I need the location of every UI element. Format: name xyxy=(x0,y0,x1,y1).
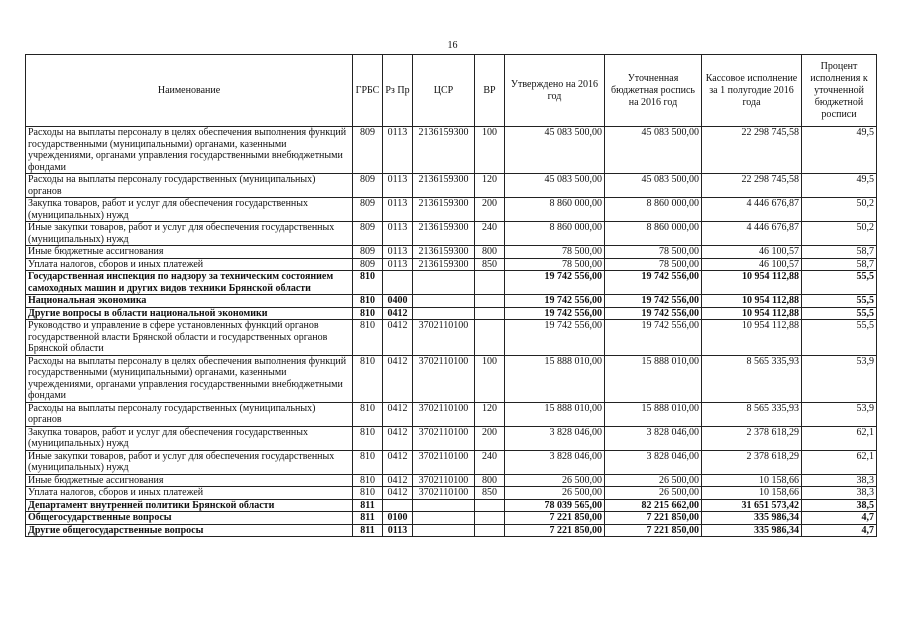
row-csr-cell xyxy=(413,499,475,512)
row-percent-cell: 49,5 xyxy=(802,127,877,174)
row-name-cell: Департамент внутренней политики Брянской области xyxy=(26,499,353,512)
row-name-cell: Уплата налогов, сборов и иных платежей xyxy=(26,487,353,500)
row-name-cell: Другие общегосударственные вопросы xyxy=(26,524,353,537)
row-rz-pr-cell: 0412 xyxy=(383,307,413,320)
row-approved-cell: 3 828 046,00 xyxy=(505,450,605,474)
row-grbs-cell: 810 xyxy=(353,307,383,320)
row-percent-cell: 38,3 xyxy=(802,487,877,500)
row-csr-cell: 2136159300 xyxy=(413,246,475,259)
row-approved-cell: 3 828 046,00 xyxy=(505,426,605,450)
row-percent-cell: 4,7 xyxy=(802,524,877,537)
table-row xyxy=(26,402,877,426)
row-grbs-cell: 810 xyxy=(353,402,383,426)
row-cash-cell: 31 651 573,42 xyxy=(702,499,802,512)
row-cash-cell: 22 298 745,58 xyxy=(702,127,802,174)
row-rz-pr-cell: 0412 xyxy=(383,355,413,402)
row-vr-cell xyxy=(475,320,505,356)
row-name-cell: Уплата налогов, сборов и иных платежей xyxy=(26,258,353,271)
row-cash-cell: 10 954 112,88 xyxy=(702,320,802,356)
row-approved-cell: 19 742 556,00 xyxy=(505,271,605,295)
table-row xyxy=(26,474,877,487)
table-row xyxy=(26,426,877,450)
table-row xyxy=(26,355,877,402)
row-percent-cell: 50,2 xyxy=(802,222,877,246)
row-vr-cell xyxy=(475,512,505,525)
row-vr-cell xyxy=(475,295,505,308)
row-csr-cell xyxy=(413,512,475,525)
row-refined-cell: 19 742 556,00 xyxy=(605,271,702,295)
row-name-cell: Национальная экономика xyxy=(26,295,353,308)
row-rz-pr-cell: 0113 xyxy=(383,198,413,222)
row-refined-cell: 15 888 010,00 xyxy=(605,355,702,402)
row-grbs-cell: 810 xyxy=(353,450,383,474)
row-refined-cell: 45 083 500,00 xyxy=(605,127,702,174)
row-percent-cell: 38,3 xyxy=(802,474,877,487)
row-refined-cell: 3 828 046,00 xyxy=(605,450,702,474)
row-name-cell: Иные бюджетные ассигнования xyxy=(26,474,353,487)
header-row xyxy=(26,55,877,127)
row-cash-cell: 10 158,66 xyxy=(702,487,802,500)
header-rz-pr: Рз Пр xyxy=(383,55,413,127)
row-cash-cell: 335 986,34 xyxy=(702,524,802,537)
row-cash-cell: 335 986,34 xyxy=(702,512,802,525)
row-grbs-cell: 810 xyxy=(353,355,383,402)
row-percent-cell: 53,9 xyxy=(802,355,877,402)
row-rz-pr-cell: 0113 xyxy=(383,246,413,259)
row-cash-cell: 10 954 112,88 xyxy=(702,271,802,295)
row-rz-pr-cell: 0412 xyxy=(383,450,413,474)
row-approved-cell: 19 742 556,00 xyxy=(505,320,605,356)
row-cash-cell: 4 446 676,87 xyxy=(702,222,802,246)
row-name-cell: Иные закупки товаров, работ и услуг для обеспечения государственных (муниципальных) нужд xyxy=(26,450,353,474)
row-name-cell: Руководство и управление в сфере установленных функций органов государственной власти Брянской области и государственных органов Брянской области xyxy=(26,320,353,356)
row-vr-cell xyxy=(475,307,505,320)
header-grbs: ГРБС xyxy=(353,55,383,127)
row-csr-cell: 3702110100 xyxy=(413,426,475,450)
row-rz-pr-cell: 0412 xyxy=(383,487,413,500)
row-rz-pr-cell: 0113 xyxy=(383,222,413,246)
table-row xyxy=(26,222,877,246)
row-percent-cell: 58,7 xyxy=(802,258,877,271)
row-csr-cell: 2136159300 xyxy=(413,198,475,222)
row-grbs-cell: 810 xyxy=(353,474,383,487)
row-vr-cell: 240 xyxy=(475,450,505,474)
row-refined-cell: 19 742 556,00 xyxy=(605,295,702,308)
row-percent-cell: 62,1 xyxy=(802,426,877,450)
row-rz-pr-cell: 0412 xyxy=(383,402,413,426)
row-rz-pr-cell: 0100 xyxy=(383,512,413,525)
row-cash-cell: 10 954 112,88 xyxy=(702,307,802,320)
budget-table xyxy=(25,54,877,537)
row-rz-pr-cell: 0400 xyxy=(383,295,413,308)
row-vr-cell: 800 xyxy=(475,246,505,259)
row-approved-cell: 45 083 500,00 xyxy=(505,127,605,174)
row-percent-cell: 55,5 xyxy=(802,320,877,356)
row-cash-cell: 8 565 335,93 xyxy=(702,355,802,402)
row-csr-cell xyxy=(413,271,475,295)
row-approved-cell: 15 888 010,00 xyxy=(505,402,605,426)
row-rz-pr-cell xyxy=(383,271,413,295)
row-grbs-cell: 809 xyxy=(353,127,383,174)
row-approved-cell: 19 742 556,00 xyxy=(505,295,605,308)
row-percent-cell: 55,5 xyxy=(802,271,877,295)
row-name-cell: Иные бюджетные ассигнования xyxy=(26,246,353,259)
row-csr-cell: 2136159300 xyxy=(413,222,475,246)
header-percent: Процент исполнения к уточненной бюджетной росписи xyxy=(802,55,877,127)
row-name-cell: Закупка товаров, работ и услуг для обеспечения государственных (муниципальных) нужд xyxy=(26,426,353,450)
row-name-cell: Расходы на выплаты персоналу в целях обеспечения выполнения функций государственными (муниципальными) органами, казенными учреждениями, органами управления государственными внебюджетными фондами xyxy=(26,355,353,402)
row-cash-cell: 10 158,66 xyxy=(702,474,802,487)
row-refined-cell: 82 215 662,00 xyxy=(605,499,702,512)
row-approved-cell: 78 039 565,00 xyxy=(505,499,605,512)
header-csr: ЦСР xyxy=(413,55,475,127)
row-vr-cell: 240 xyxy=(475,222,505,246)
table-row xyxy=(26,487,877,500)
table-row xyxy=(26,307,877,320)
header-refined: Уточненная бюджетная роспись на 2016 год xyxy=(605,55,702,127)
row-vr-cell: 850 xyxy=(475,487,505,500)
row-grbs-cell: 810 xyxy=(353,271,383,295)
row-percent-cell: 50,2 xyxy=(802,198,877,222)
row-grbs-cell: 810 xyxy=(353,320,383,356)
row-vr-cell: 120 xyxy=(475,174,505,198)
row-refined-cell: 45 083 500,00 xyxy=(605,174,702,198)
table-row xyxy=(26,127,877,174)
row-approved-cell: 7 221 850,00 xyxy=(505,524,605,537)
table-row xyxy=(26,450,877,474)
row-vr-cell xyxy=(475,499,505,512)
table-row xyxy=(26,271,877,295)
row-vr-cell: 120 xyxy=(475,402,505,426)
row-percent-cell: 4,7 xyxy=(802,512,877,525)
row-rz-pr-cell xyxy=(383,499,413,512)
row-refined-cell: 3 828 046,00 xyxy=(605,426,702,450)
row-rz-pr-cell: 0412 xyxy=(383,320,413,356)
row-csr-cell: 3702110100 xyxy=(413,320,475,356)
row-cash-cell: 2 378 618,29 xyxy=(702,450,802,474)
row-csr-cell xyxy=(413,295,475,308)
row-grbs-cell: 810 xyxy=(353,426,383,450)
row-refined-cell: 8 860 000,00 xyxy=(605,222,702,246)
row-vr-cell: 800 xyxy=(475,474,505,487)
row-refined-cell: 7 221 850,00 xyxy=(605,524,702,537)
row-rz-pr-cell: 0113 xyxy=(383,524,413,537)
row-vr-cell: 100 xyxy=(475,355,505,402)
row-approved-cell: 45 083 500,00 xyxy=(505,174,605,198)
row-rz-pr-cell: 0412 xyxy=(383,474,413,487)
table-row xyxy=(26,174,877,198)
row-approved-cell: 8 860 000,00 xyxy=(505,198,605,222)
row-rz-pr-cell: 0113 xyxy=(383,174,413,198)
row-rz-pr-cell: 0113 xyxy=(383,127,413,174)
row-grbs-cell: 809 xyxy=(353,222,383,246)
row-approved-cell: 78 500,00 xyxy=(505,246,605,259)
row-refined-cell: 19 742 556,00 xyxy=(605,320,702,356)
row-percent-cell: 62,1 xyxy=(802,450,877,474)
row-name-cell: Расходы на выплаты персоналу государственных (муниципальных) органов xyxy=(26,402,353,426)
row-csr-cell: 3702110100 xyxy=(413,487,475,500)
row-refined-cell: 19 742 556,00 xyxy=(605,307,702,320)
row-percent-cell: 55,5 xyxy=(802,307,877,320)
table-row xyxy=(26,258,877,271)
row-approved-cell: 26 500,00 xyxy=(505,487,605,500)
row-refined-cell: 78 500,00 xyxy=(605,246,702,259)
row-csr-cell: 3702110100 xyxy=(413,474,475,487)
row-vr-cell: 100 xyxy=(475,127,505,174)
row-grbs-cell: 809 xyxy=(353,198,383,222)
row-name-cell: Общегосударственные вопросы xyxy=(26,512,353,525)
row-name-cell: Иные закупки товаров, работ и услуг для обеспечения государственных (муниципальных) нужд xyxy=(26,222,353,246)
row-cash-cell: 46 100,57 xyxy=(702,258,802,271)
row-refined-cell: 7 221 850,00 xyxy=(605,512,702,525)
row-cash-cell: 22 298 745,58 xyxy=(702,174,802,198)
row-percent-cell: 53,9 xyxy=(802,402,877,426)
row-name-cell: Расходы на выплаты персоналу государственных (муниципальных) органов xyxy=(26,174,353,198)
row-vr-cell: 200 xyxy=(475,426,505,450)
table-row xyxy=(26,512,877,525)
row-csr-cell xyxy=(413,524,475,537)
row-grbs-cell: 811 xyxy=(353,524,383,537)
header-vr: ВР xyxy=(475,55,505,127)
row-vr-cell: 200 xyxy=(475,198,505,222)
row-percent-cell: 55,5 xyxy=(802,295,877,308)
row-grbs-cell: 810 xyxy=(353,295,383,308)
row-grbs-cell: 811 xyxy=(353,512,383,525)
table-row xyxy=(26,524,877,537)
row-cash-cell: 2 378 618,29 xyxy=(702,426,802,450)
row-cash-cell: 46 100,57 xyxy=(702,246,802,259)
row-approved-cell: 8 860 000,00 xyxy=(505,222,605,246)
table-row xyxy=(26,246,877,259)
row-cash-cell: 10 954 112,88 xyxy=(702,295,802,308)
row-csr-cell: 3702110100 xyxy=(413,355,475,402)
row-csr-cell xyxy=(413,307,475,320)
row-vr-cell: 850 xyxy=(475,258,505,271)
row-cash-cell: 8 565 335,93 xyxy=(702,402,802,426)
row-percent-cell: 49,5 xyxy=(802,174,877,198)
row-refined-cell: 26 500,00 xyxy=(605,487,702,500)
row-vr-cell xyxy=(475,271,505,295)
table-row xyxy=(26,295,877,308)
row-name-cell: Закупка товаров, работ и услуг для обеспечения государственных (муниципальных) нужд xyxy=(26,198,353,222)
row-refined-cell: 15 888 010,00 xyxy=(605,402,702,426)
row-rz-pr-cell: 0412 xyxy=(383,426,413,450)
row-rz-pr-cell: 0113 xyxy=(383,258,413,271)
row-approved-cell: 19 742 556,00 xyxy=(505,307,605,320)
row-approved-cell: 15 888 010,00 xyxy=(505,355,605,402)
header-name: Наименование xyxy=(26,55,353,127)
table-row xyxy=(26,320,877,356)
row-vr-cell xyxy=(475,524,505,537)
row-grbs-cell: 809 xyxy=(353,258,383,271)
row-csr-cell: 2136159300 xyxy=(413,258,475,271)
row-approved-cell: 26 500,00 xyxy=(505,474,605,487)
row-cash-cell: 4 446 676,87 xyxy=(702,198,802,222)
row-refined-cell: 26 500,00 xyxy=(605,474,702,487)
row-percent-cell: 58,7 xyxy=(802,246,877,259)
row-refined-cell: 8 860 000,00 xyxy=(605,198,702,222)
row-grbs-cell: 809 xyxy=(353,174,383,198)
header-cash: Кассовое исполнение за 1 полугодие 2016 года xyxy=(702,55,802,127)
row-csr-cell: 3702110100 xyxy=(413,402,475,426)
row-approved-cell: 78 500,00 xyxy=(505,258,605,271)
row-grbs-cell: 810 xyxy=(353,487,383,500)
header-approved: Утверждено на 2016 год xyxy=(505,55,605,127)
row-refined-cell: 78 500,00 xyxy=(605,258,702,271)
row-grbs-cell: 809 xyxy=(353,246,383,259)
page-number: 16 xyxy=(447,40,458,51)
row-name-cell: Другие вопросы в области национальной экономики xyxy=(26,307,353,320)
row-approved-cell: 7 221 850,00 xyxy=(505,512,605,525)
table-row xyxy=(26,198,877,222)
row-name-cell: Расходы на выплаты персоналу в целях обеспечения выполнения функций государственными (муниципальными) органами, казенными учреждениями, органами управления государственными внебюджетными фондами xyxy=(26,127,353,174)
row-percent-cell: 38,5 xyxy=(802,499,877,512)
row-csr-cell: 2136159300 xyxy=(413,127,475,174)
table-row xyxy=(26,499,877,512)
row-csr-cell: 2136159300 xyxy=(413,174,475,198)
row-csr-cell: 3702110100 xyxy=(413,450,475,474)
row-name-cell: Государственная инспекция по надзору за техническим состоянием самоходных машин и других видов техники Брянской области xyxy=(26,271,353,295)
row-grbs-cell: 811 xyxy=(353,499,383,512)
